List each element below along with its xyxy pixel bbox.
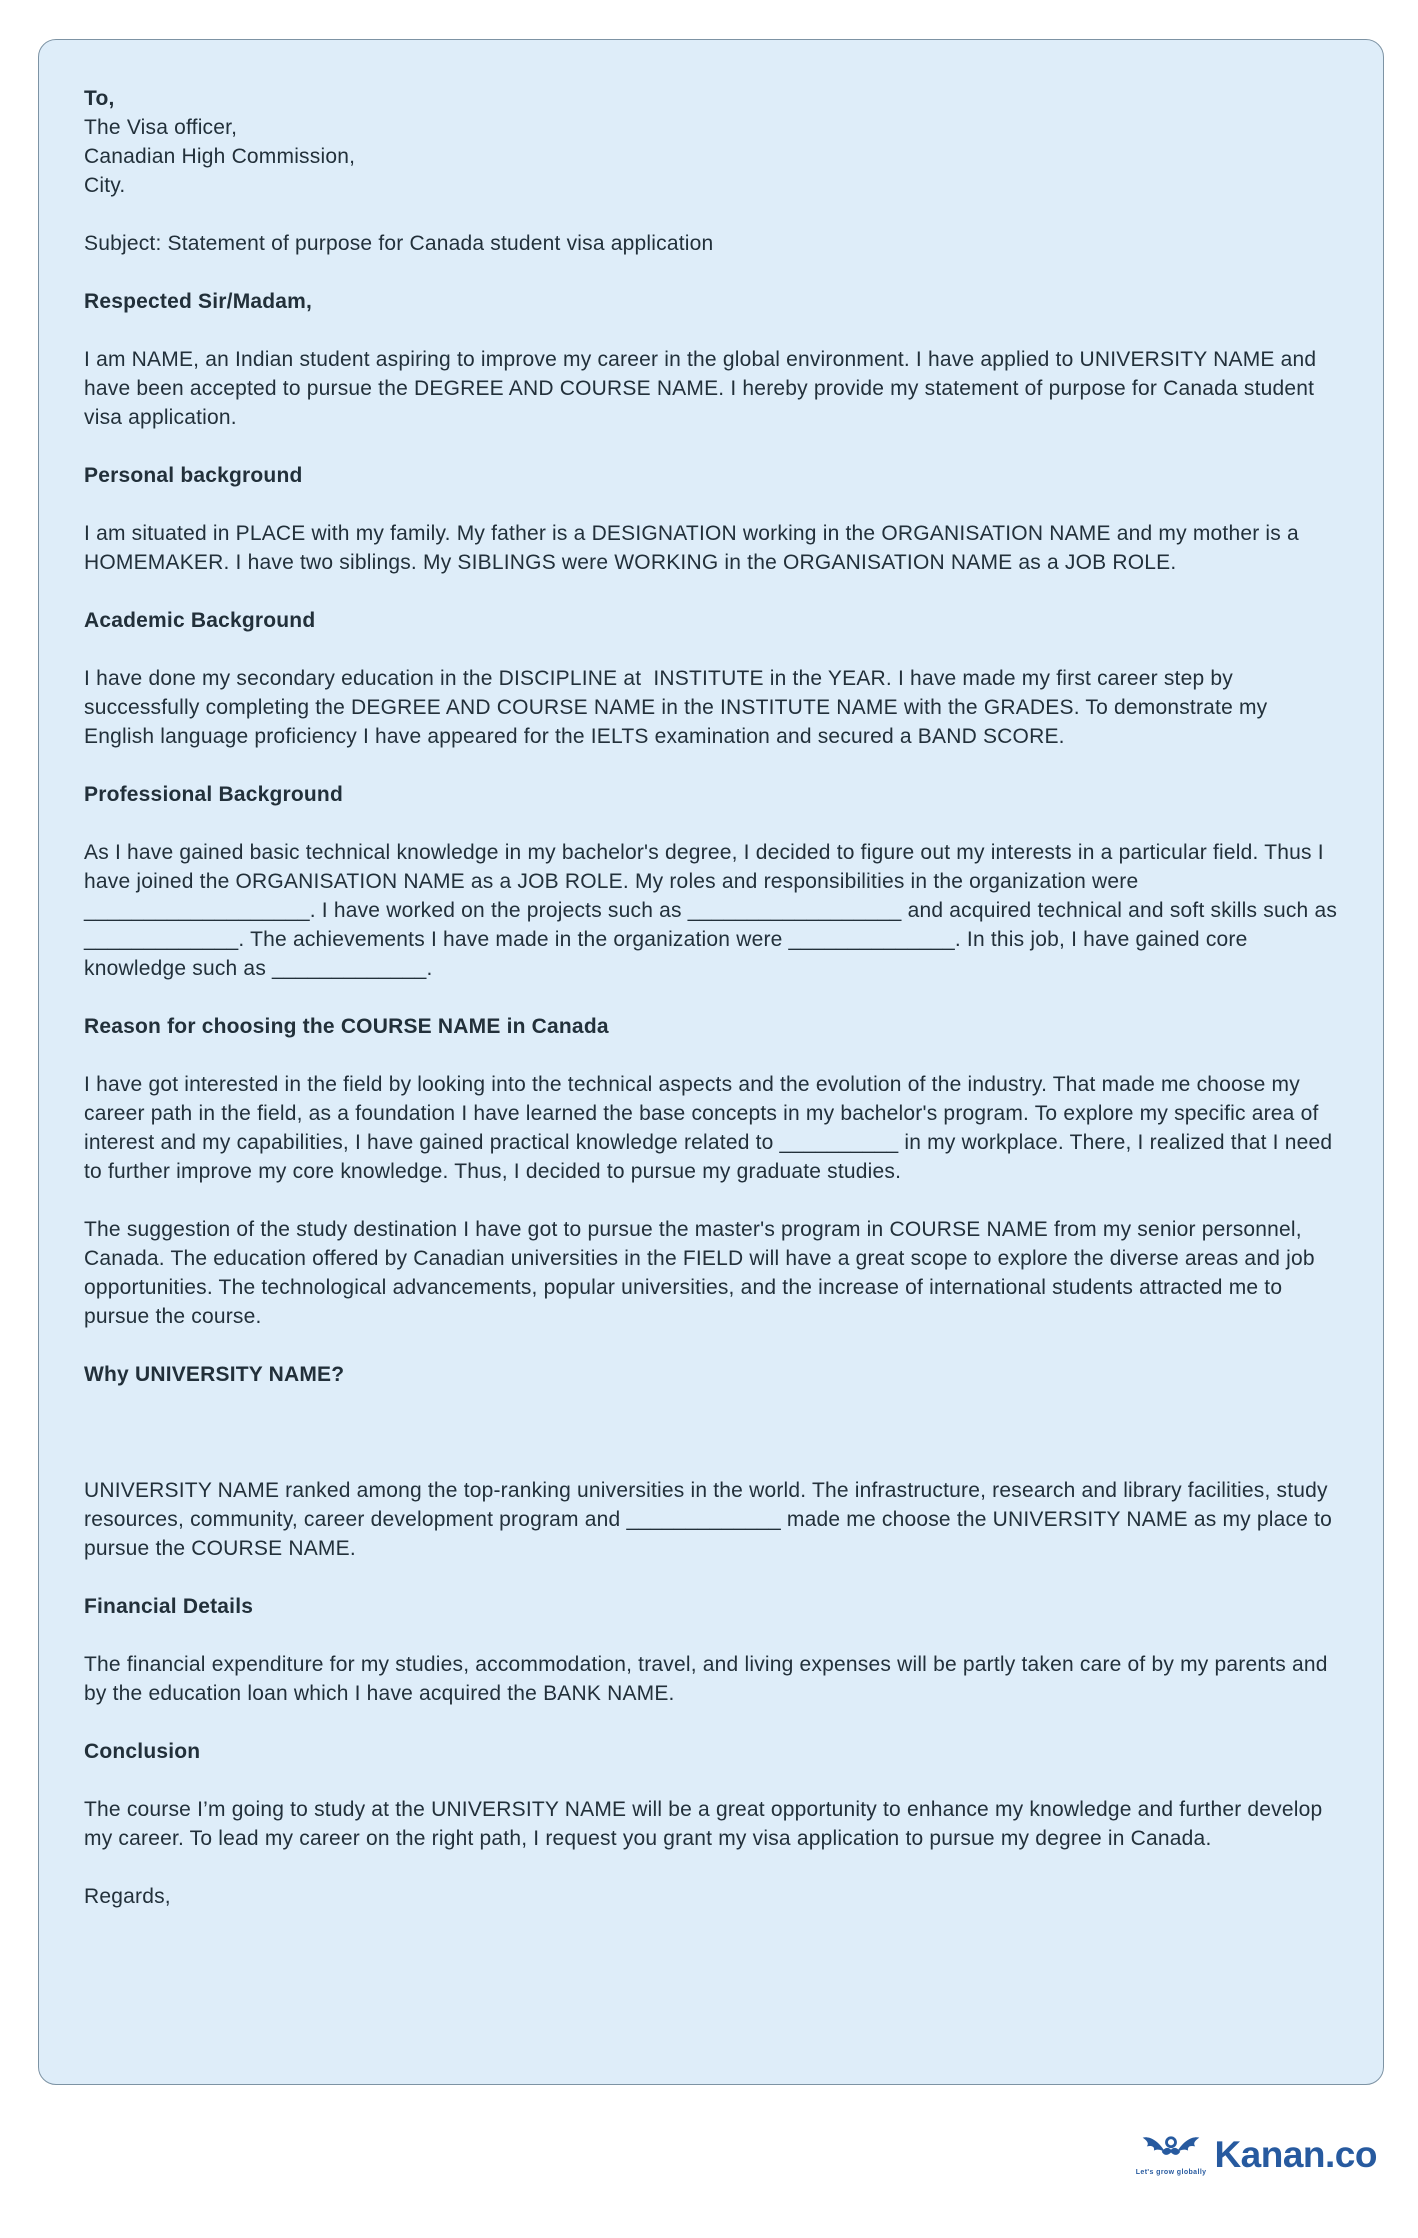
paragraph: I am NAME, an Indian student aspiring to improve my career in the global environment. I have applied to UNIVERSITY NAME and have been accepted to pursue the DEGREE AND COURSE NAME. I hereby provide my statement of purpose for Canada student visa application.: [84, 348, 1323, 429]
paragraph: UNIVERSITY NAME ranked among the top-ranking universities in the world. The infrastructure, research and library facilities, study resources, community, career development program and _____________ made me choose the UNIVERSITY NAME as my place to pursue the COURSE NAME.: [84, 1479, 1339, 1560]
section-heading: Reason for choosing the COURSE NAME in Canada: [84, 1015, 609, 1038]
kanan-logo: [1136, 2134, 1377, 2176]
logo-tagline: Let's grow globally: [1135, 2169, 1207, 2176]
paragraph: Regards,: [84, 1885, 171, 1908]
paragraph: I have done my secondary education in the DISCIPLINE at INSTITUTE in the YEAR. I have made my first career step by successfully completing the DEGREE AND COURSE NAME in the INSTITUTE NAME with the GRADES. To demonstrate my English language proficiency I have appeared for the IELTS examination and secured a BAND SCORE.: [84, 667, 1274, 748]
paragraph: The course I’m going to study at the UNIVERSITY NAME will be a great opportunity to enhance my knowledge and further develop my career. To lead my career on the right path, I request you grant my visa application to pursue my degree in Canada.: [84, 1798, 1329, 1850]
section-heading: Respected Sir/Madam,: [84, 290, 313, 313]
section-heading: Financial Details: [84, 1595, 254, 1618]
paragraph: I am situated in PLACE with my family. My father is a DESIGNATION working in the ORGANISATION NAME and my mother is a HOMEMAKER. I have two siblings. My SIBLINGS were WORKING in the ORGANISATION NAME as a JOB ROLE.: [84, 522, 1305, 574]
section-heading: Why UNIVERSITY NAME?: [84, 1363, 345, 1386]
paragraph: As I have gained basic technical knowledge in my bachelor's degree, I decided to figure out my interests in a particular field. Thus I have joined the ORGANISATION NAME as a JOB ROLE. My roles and responsibilities in the organization were ___________________. I have worked on the projects such as __________________ and acquired technical and soft skills such as _____________. The achievements I have made in the organization were ______________. In this job, I have gained core knowledge such as _____________.: [84, 841, 1344, 980]
paragraph: Subject: Statement of purpose for Canada student visa application: [84, 232, 714, 255]
letter-body: [84, 84, 1343, 1911]
address-line: Canadian High Commission,: [84, 145, 356, 168]
address-line: To,: [84, 87, 115, 110]
kanan-emblem: [1136, 2134, 1207, 2176]
paragraph: I have got interested in the field by looking into the technical aspects and the evolution of the industry. That made me choose my career path in the field, as a foundation I have learned the base concepts in my bachelor's program. To explore my specific area of interest and my capabilities, I have gained practical knowledge related to __________ in my workplace. There, I realized that I need to further improve my core knowledge. Thus, I decided to pursue my graduate studies.: [84, 1073, 1339, 1183]
section-heading: Personal background: [84, 464, 303, 487]
section-heading: Academic Background: [84, 609, 316, 632]
blank-line-spacer: [84, 1418, 1343, 1447]
paragraph: The suggestion of the study destination I have got to pursue the master's program in COURSE NAME from my senior personnel, Canada. The education offered by Canadian universities in the FIELD will have a great scope to explore the diverse areas and job opportunities. The technological advancements, popular universities, and the increase of international students attracted me to pursue the course.: [84, 1218, 1321, 1328]
logo-brand-text: Kanan.co: [1214, 2134, 1377, 2175]
paragraph: The financial expenditure for my studies, accommodation, travel, and living expenses will be partly taken care of by my parents and by the education loan which I have acquired the BANK NAME.: [84, 1653, 1334, 1705]
section-heading: Professional Background: [84, 783, 343, 806]
sop-letter-card: [38, 39, 1384, 2085]
address-block: [84, 84, 1343, 200]
address-line: The Visa officer,: [84, 116, 238, 139]
section-heading: Conclusion: [84, 1740, 201, 1763]
address-line: City.: [84, 174, 126, 197]
wings-person-icon: [1141, 2134, 1201, 2168]
